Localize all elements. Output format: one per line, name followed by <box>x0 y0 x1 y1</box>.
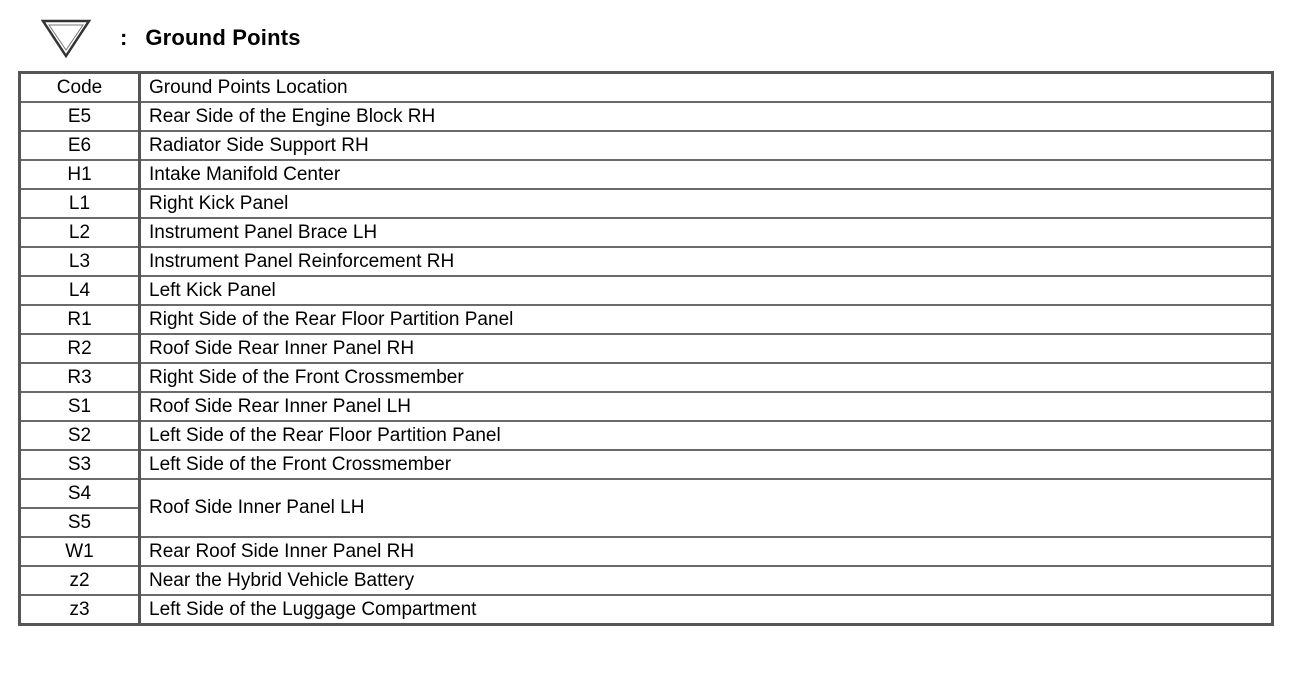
location-cell: Intake Manifold Center <box>140 160 1273 189</box>
table-row <box>20 566 1273 595</box>
code-cell: W1 <box>20 537 140 566</box>
page-title: Ground Points <box>145 25 301 50</box>
table-header-row <box>20 73 1273 103</box>
table-row <box>20 160 1273 189</box>
code-cell: R3 <box>20 363 140 392</box>
header-separator: : <box>120 25 128 50</box>
table-row <box>20 479 1273 508</box>
ground-points-table <box>18 71 1274 626</box>
column-header-location: Ground Points Location <box>140 73 1273 103</box>
table-row <box>20 334 1273 363</box>
location-cell: Radiator Side Support RH <box>140 131 1273 160</box>
table-row <box>20 450 1273 479</box>
location-cell: Roof Side Rear Inner Panel LH <box>140 392 1273 421</box>
code-cell: S1 <box>20 392 140 421</box>
code-cell: E6 <box>20 131 140 160</box>
code-cell: L3 <box>20 247 140 276</box>
code-cell: S5 <box>20 508 140 537</box>
table-row <box>20 363 1273 392</box>
location-cell: Left Kick Panel <box>140 276 1273 305</box>
location-cell: Instrument Panel Brace LH <box>140 218 1273 247</box>
location-cell: Right Side of the Front Crossmember <box>140 363 1273 392</box>
location-cell: Instrument Panel Reinforcement RH <box>140 247 1273 276</box>
code-cell: S3 <box>20 450 140 479</box>
table-row <box>20 102 1273 131</box>
location-cell: Rear Roof Side Inner Panel RH <box>140 537 1273 566</box>
code-cell: L1 <box>20 189 140 218</box>
location-cell-merged: Roof Side Inner Panel LH <box>140 479 1273 537</box>
table-row <box>20 131 1273 160</box>
location-cell: Roof Side Rear Inner Panel RH <box>140 334 1273 363</box>
location-cell: Near the Hybrid Vehicle Battery <box>140 566 1273 595</box>
code-cell: L2 <box>20 218 140 247</box>
table-row <box>20 218 1273 247</box>
code-cell: R1 <box>20 305 140 334</box>
location-cell: Left Side of the Front Crossmember <box>140 450 1273 479</box>
code-cell: S2 <box>20 421 140 450</box>
code-cell: L4 <box>20 276 140 305</box>
table-row <box>20 247 1273 276</box>
code-cell: R2 <box>20 334 140 363</box>
ground-triangle-icon <box>40 16 92 60</box>
code-cell: E5 <box>20 102 140 131</box>
code-cell: z3 <box>20 595 140 625</box>
table-row <box>20 276 1273 305</box>
table-row <box>20 189 1273 218</box>
table-row <box>20 392 1273 421</box>
code-cell: H1 <box>20 160 140 189</box>
location-cell: Rear Side of the Engine Block RH <box>140 102 1273 131</box>
location-cell: Left Side of the Luggage Compartment <box>140 595 1273 625</box>
table-row <box>20 421 1273 450</box>
location-cell: Right Kick Panel <box>140 189 1273 218</box>
legend-header <box>40 14 301 62</box>
table-row <box>20 595 1273 625</box>
code-cell: S4 <box>20 479 140 508</box>
table-row <box>20 537 1273 566</box>
code-cell: z2 <box>20 566 140 595</box>
location-cell: Right Side of the Rear Floor Partition Panel <box>140 305 1273 334</box>
table-row <box>20 305 1273 334</box>
location-cell: Left Side of the Rear Floor Partition Panel <box>140 421 1273 450</box>
column-header-code: Code <box>20 73 140 103</box>
